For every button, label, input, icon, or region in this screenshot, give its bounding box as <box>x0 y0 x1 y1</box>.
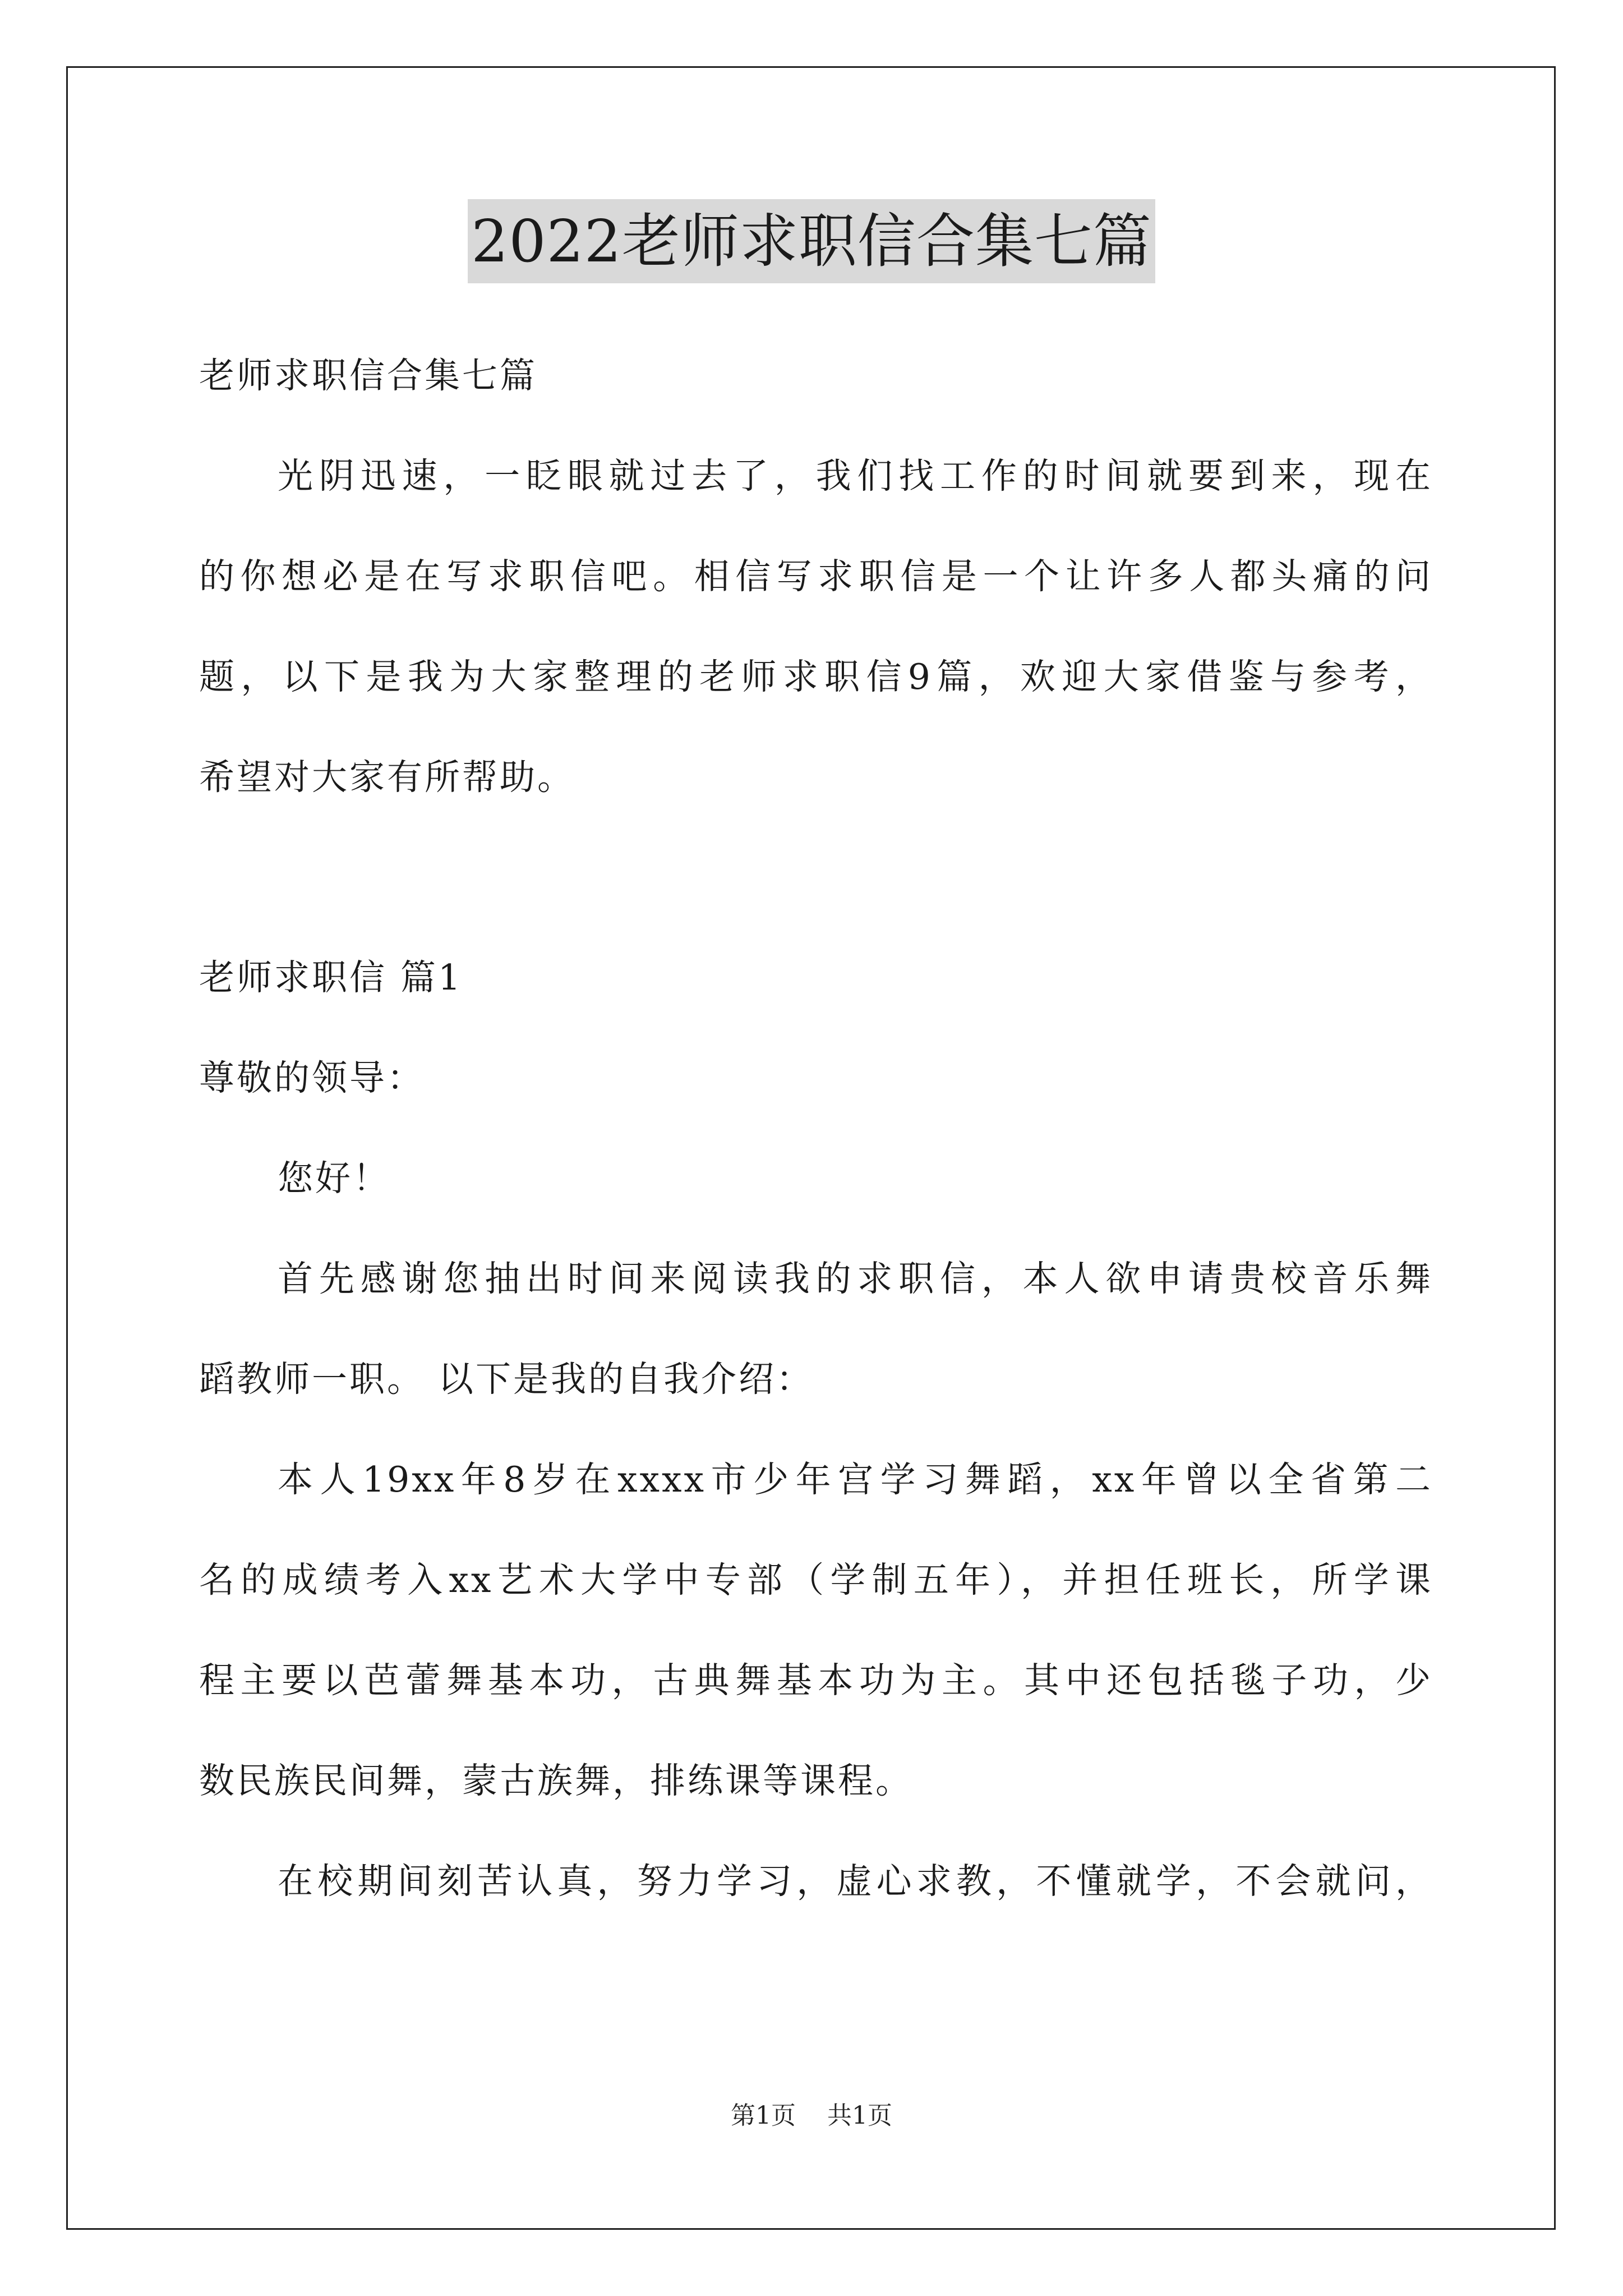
greeting: 您好！ <box>278 1158 390 1199</box>
intro-paragraph-line: 光阴迅速，一眨眼就过去了，我们找工作的时间就要到来，现在 <box>278 455 1433 496</box>
body-paragraph-line: 本人19xx年8岁在xxxx市少年宫学习舞蹈，xx年曾以全省第二 <box>278 1459 1433 1500</box>
intro-paragraph-line: 的你想必是在写求职信吧。相信写求职信是一个让许多人都头痛的问 <box>199 556 1433 597</box>
document-title: 2022老师求职信合集七篇 <box>468 199 1155 283</box>
body-paragraph-line: 程主要以芭蕾舞基本功，古典舞基本功为主。其中还包括毯子功，少 <box>199 1660 1433 1701</box>
body-paragraph-line: 名的成绩考入xx艺术大学中专部（学制五年），并担任班长，所学课 <box>199 1559 1433 1600</box>
intro-paragraph-line: 题，以下是我为大家整理的老师求职信9篇，欢迎大家借鉴与参考， <box>199 656 1433 697</box>
subtitle-line: 老师求职信合集七篇 <box>199 355 537 396</box>
body-paragraph-line: 在校期间刻苦认真，努力学习，虚心求教，不懂就学，不会就问， <box>278 1861 1433 1902</box>
salutation: 尊敬的领导： <box>199 1057 425 1098</box>
intro-paragraph-line: 希望对大家有所帮助。 <box>199 757 575 798</box>
page-footer <box>0 2095 1623 2131</box>
title-container <box>0 199 1623 283</box>
body-paragraph-line: 首先感谢您抽出时间来阅读我的求职信，本人欲申请贵校音乐舞 <box>278 1258 1433 1299</box>
page-number-current: 第1页 <box>731 2101 796 2130</box>
page-number-total: 共1页 <box>827 2101 892 2130</box>
document-body <box>199 325 1433 1931</box>
section-heading: 老师求职信 篇1 <box>199 957 463 998</box>
body-paragraph-line: 蹈教师一职。 以下是我的自我介绍： <box>199 1359 814 1400</box>
body-paragraph-line: 数民族民间舞，蒙古族舞，排练课等课程。 <box>199 1760 913 1801</box>
paragraph-gap <box>199 827 1433 927</box>
